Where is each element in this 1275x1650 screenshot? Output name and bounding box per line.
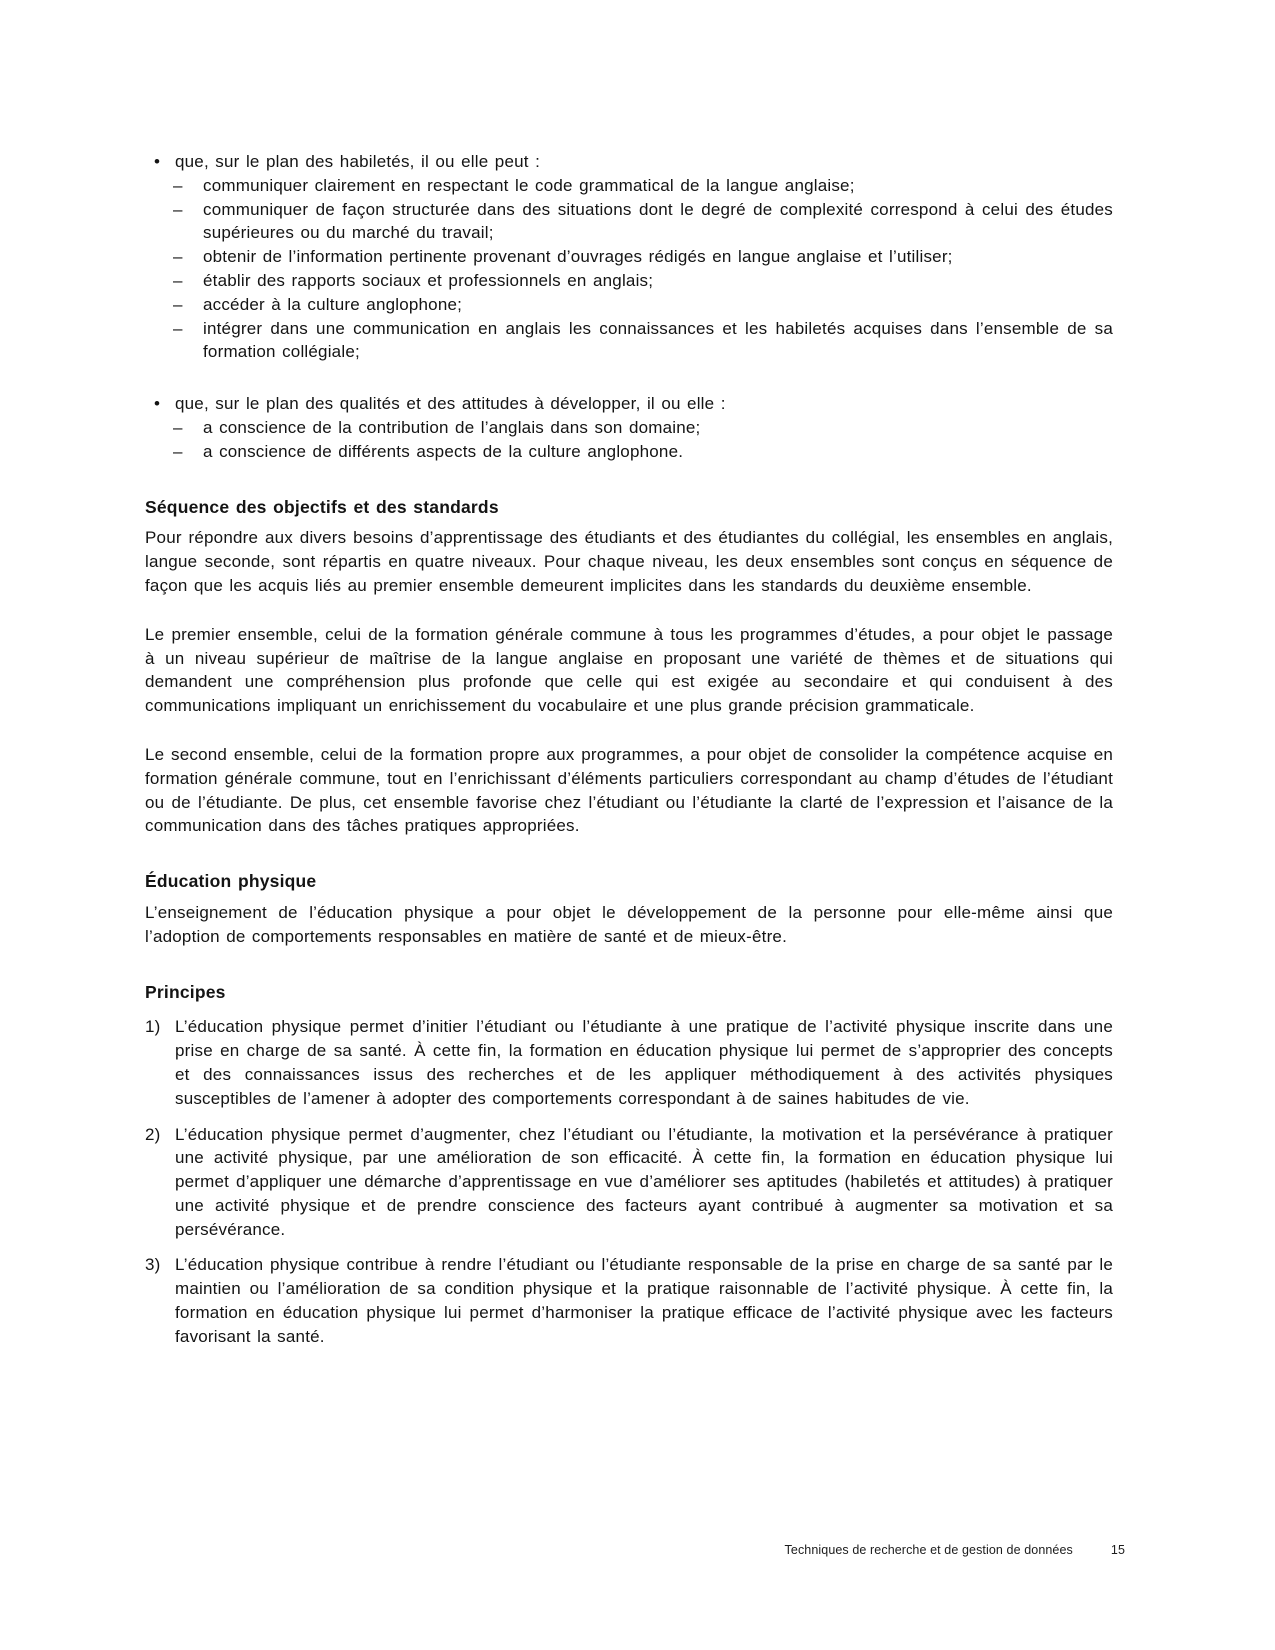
list-item (145, 269, 1113, 293)
list-item-text: établir des rapports sociaux et professionnels en anglais; (203, 270, 654, 290)
attitudes-bullet-group (145, 392, 1113, 463)
skills-bullet-group (145, 150, 1113, 364)
skills-lead-text: que, sur le plan des habiletés, il ou elle peut : (175, 152, 541, 171)
list-item (145, 198, 1113, 246)
numbered-item-text: L’éducation physique contribue à rendre l’étudiant ou l’étudiante responsable de la prise en charge de sa santé par le maintien ou l’amélioration de sa condition physique et la pratique raisonnable de l’activité physique. À cette fin, la formation en éducation physique lui permet d’harmoniser la pratique efficace de l’activité physique avec les facteurs favorisant la santé. (175, 1255, 1113, 1346)
body-paragraph: Le second ensemble, celui de la formation propre aux programmes, a pour objet de consolider la compétence acquise en formation générale commune, tout en l’enrichissant d’éléments particuliers correspondant au champ d’études de l’étudiant ou de l’étudiante. De plus, cet ensemble favorise chez l’étudiant ou l’étudiante la clarté de l’expression et l’aisance de la communication dans des tâches pratiques appropriées. (145, 744, 1113, 836)
section-principes (145, 981, 1113, 1349)
list-item-text: a conscience de différents aspects de la culture anglophone. (203, 441, 684, 461)
list-item (145, 245, 1113, 269)
skills-lead-line (145, 150, 1113, 174)
dash-icon: – (173, 175, 183, 195)
footer-document-title: Techniques de recherche et de gestion de données (784, 1543, 1073, 1557)
bullet-icon: • (154, 394, 161, 414)
list-item-text: accéder à la culture anglophone; (203, 294, 463, 314)
list-item (145, 293, 1113, 317)
section-heading: Principes (145, 981, 226, 1002)
list-item (145, 440, 1113, 464)
attitudes-lead-line (145, 392, 1113, 416)
section-sequence (145, 496, 1113, 839)
dash-icon: – (173, 318, 183, 338)
list-item-text: intégrer dans une communication en anglais les connaissances et les habiletés acquises dans l’ensemble de sa formation collégiale; (203, 318, 1113, 362)
section-heading: Séquence des objectifs et des standards (145, 496, 499, 517)
footer-page-number: 15 (1110, 1543, 1125, 1557)
bullet-icon: • (154, 152, 161, 171)
section-education-physique (145, 870, 1113, 948)
dash-icon: – (173, 417, 183, 437)
list-item-text: a conscience de la contribution de l’anglais dans son domaine; (203, 417, 701, 437)
numbered-item (145, 1015, 1113, 1110)
dash-icon: – (173, 247, 183, 267)
list-item-text: obtenir de l’information pertinente provenant d’ouvrages rédigés en langue anglaise et l’utiliser; (203, 247, 953, 267)
page-footer (785, 1542, 1125, 1558)
numbered-item-text: L’éducation physique permet d’augmenter, chez l’étudiant ou l’étudiante, la motivation et la persévérance à pratiquer une activité physique, par une amélioration de son efficacité. À cette fin, la formation en éducation physique lui permet d’appliquer une démarche d’apprentissage en vue d’améliorer ses aptitudes (habiletés et attitudes) à pratiquer une activité physique et de prendre conscience des facteurs ayant contribué à augmenter sa motivation et sa persévérance. (175, 1124, 1113, 1239)
list-item-text: communiquer de façon structurée dans des situations dont le degré de complexité correspond à celui des études supérieures ou du marché du travail; (203, 199, 1113, 243)
item-number-label: 1) (145, 1017, 161, 1037)
item-number-label: 2) (145, 1124, 161, 1144)
list-item (145, 174, 1113, 198)
list-item (145, 416, 1113, 440)
dash-icon: – (173, 199, 183, 219)
numbered-item (145, 1123, 1113, 1242)
body-paragraph: Pour répondre aux divers besoins d’apprentissage des étudiants et des étudiantes du collégial, les ensembles en anglais, langue seconde, sont répartis en quatre niveaux. Pour chaque niveau, les deux ensembles sont conçus en séquence de façon que les acquis liés au premier ensemble demeurent implicites dans les standards du deuxième ensemble. (145, 528, 1113, 595)
item-number-label: 3) (145, 1255, 161, 1275)
numbered-item-text: L’éducation physique permet d’initier l’étudiant ou l’étudiante à une pratique de l’activité physique inscrite dans une prise en charge de sa santé. À cette fin, la formation en éducation physique lui permet de s’approprier des concepts et des connaissances issus des recherches et de les appliquer méthodiquement à des activités physiques susceptibles de l’amener à adopter des comportements correspondant à de saines habitudes de vie. (175, 1017, 1113, 1108)
section-heading: Éducation physique (145, 871, 317, 892)
dash-icon: – (173, 441, 183, 461)
body-paragraph: L’enseignement de l’éducation physique a pour objet le développement de la personne pour elle-même ainsi que l’adoption de comportements responsables en matière de santé et de mieux-être. (145, 902, 1113, 946)
body-paragraph: Le premier ensemble, celui de la formation générale commune à tous les programmes d’études, a pour objet le passage à un niveau supérieur de maîtrise de la langue anglaise en proposant une variété de thèmes et de situations qui demandent une compréhension plus profonde que celle qui est exigée au secondaire et qui conduisent à des communications impliquant un enrichissement du vocabulaire et une plus grande précision grammaticale. (145, 624, 1113, 716)
dash-icon: – (173, 294, 183, 314)
dash-icon: – (173, 270, 183, 290)
attitudes-lead-text: que, sur le plan des qualités et des attitudes à développer, il ou elle : (175, 394, 726, 414)
list-item-text: communiquer clairement en respectant le code grammatical de la langue anglaise; (203, 175, 855, 195)
list-item (145, 317, 1113, 365)
numbered-item (145, 1253, 1113, 1348)
